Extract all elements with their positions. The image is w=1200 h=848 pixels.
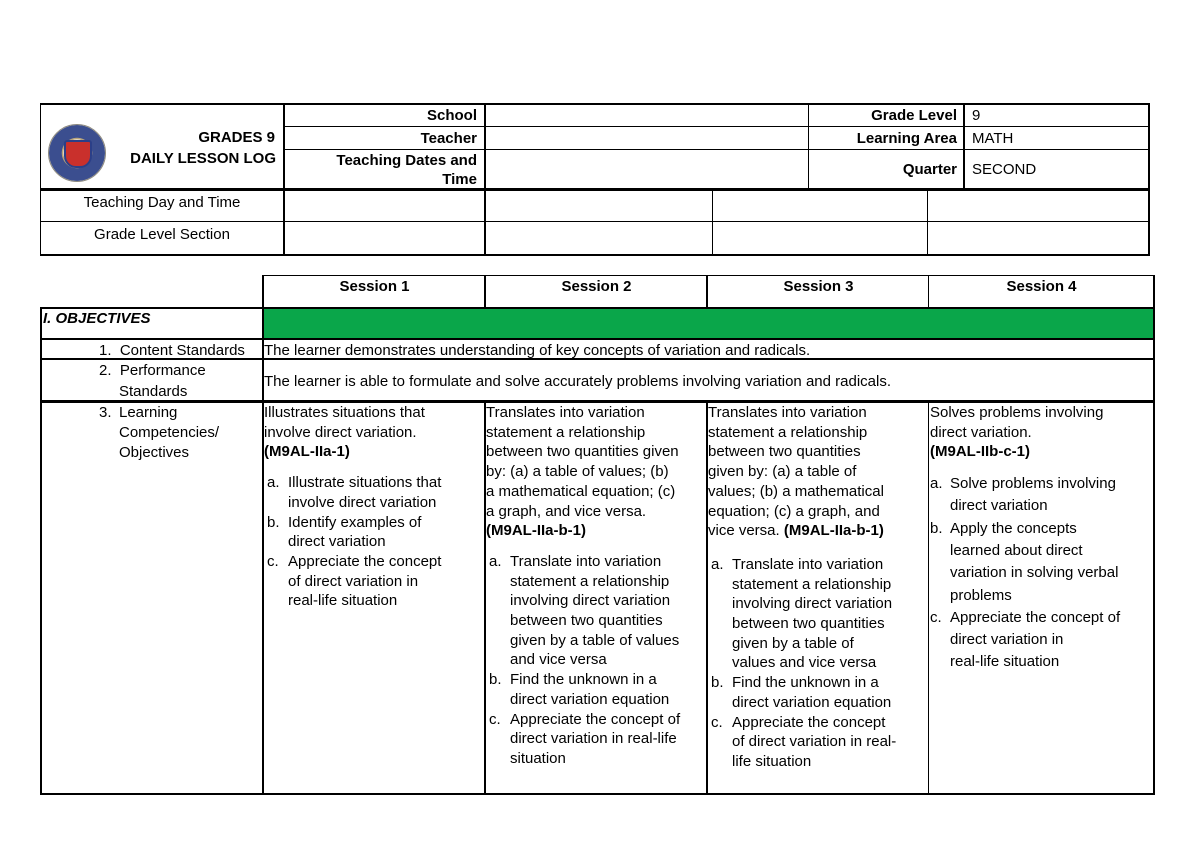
list-item-line: Illustrate situations that <box>288 474 442 492</box>
competency-session-2 <box>486 403 680 769</box>
list-item-line: Appreciate the concept of <box>950 608 1121 626</box>
performance-standards-text: The learner is able to formulate and solve accurately problems involving variation and radicals. <box>264 373 891 390</box>
teacher-label: Teacher <box>420 130 477 147</box>
competency-code: (M9AL-IIb-c-1) <box>930 443 1030 461</box>
list-item-line: Find the unknown in a <box>732 674 879 692</box>
learning-area-label: Learning Area <box>856 130 957 147</box>
list-item-line: involve direct variation <box>288 493 437 511</box>
list-marker: a. <box>930 475 943 493</box>
list-item <box>264 513 441 552</box>
list-item-line: between two quantities <box>510 612 663 630</box>
session-3-header: Session 3 <box>783 278 854 295</box>
list-item-line: Find the unknown in a <box>510 671 657 689</box>
list-item-line: variation in solving verbal <box>950 564 1119 582</box>
competency-label-1: Learning <box>119 404 178 421</box>
list-item-line: and vice versa <box>510 651 607 669</box>
list-marker: b. <box>489 671 502 689</box>
list-item-line: Solve problems involving <box>950 475 1116 493</box>
competency-session-1 <box>264 403 441 611</box>
list-item-line: real-life situation <box>288 592 398 610</box>
list-item <box>486 552 680 670</box>
performance-standards-label-2: Standards <box>119 383 188 400</box>
competency-intro-last: vice versa. <box>708 522 780 540</box>
grades-label: GRADES 9 <box>198 129 275 146</box>
competency-session-3 <box>708 403 896 772</box>
teaching-day-time-label: Teaching Day and Time <box>83 194 241 211</box>
list-item-line: statement a relationship <box>510 572 670 590</box>
list-item-line: given by a table of values <box>510 631 680 649</box>
list-item-line: Translate into variation <box>510 552 662 570</box>
list-marker: a. <box>267 474 280 492</box>
competency-intro-line: a graph, and vice versa. <box>486 502 647 520</box>
teaching-dates-label-2: Time <box>442 171 477 188</box>
list-marker: a. <box>711 555 724 573</box>
school-label: School <box>426 107 477 124</box>
competency-intro-line: statement a relationship <box>486 423 646 441</box>
competency-code: (M9AL-IIa-b-1) <box>783 522 884 540</box>
list-item-line: real-life situation <box>950 653 1060 671</box>
list-item <box>930 518 1120 607</box>
competency-session-4 <box>930 403 1120 674</box>
competency-intro-line: Illustrates situations that <box>264 404 425 421</box>
performance-standards-label-1: 2. Performance <box>99 362 206 379</box>
list-item-line: statement a relationship <box>732 575 892 593</box>
competency-intro-line: by: (a) a table of values; (b) <box>486 463 669 481</box>
log-title: DAILY LESSON LOG <box>130 150 276 167</box>
list-item-line: Appreciate the concept <box>732 713 886 731</box>
quarter-label: Quarter <box>902 161 957 178</box>
grade-level-value: 9 <box>972 107 981 124</box>
list-item-line: values and vice versa <box>732 654 877 672</box>
competency-intro-line: equation; (c) a graph, and <box>708 502 880 520</box>
list-marker: c. <box>267 552 279 570</box>
list-item-line: life situation <box>732 752 812 770</box>
content-standards-label: 1. Content Standards <box>99 342 245 359</box>
session-4-header: Session 4 <box>1006 278 1077 295</box>
list-marker: c. <box>489 710 501 728</box>
list-item-line: involving direct variation <box>510 592 671 610</box>
competency-intro-line <box>708 521 896 541</box>
list-marker: b. <box>930 519 943 537</box>
list-item-line: Appreciate the concept of <box>510 710 681 728</box>
seal-shield-icon <box>64 140 92 168</box>
list-item <box>708 713 896 772</box>
competency-intro-line: involve direct variation. <box>264 423 417 441</box>
list-item-line: Identify examples of <box>288 513 422 531</box>
session-2-header: Session 2 <box>561 278 632 295</box>
list-item-line: problems <box>950 586 1012 604</box>
list-item-line: Translate into variation <box>732 555 884 573</box>
list-marker: b. <box>267 513 280 531</box>
list-item-line: direct variation equation <box>510 690 670 708</box>
list-item-line: learned about direct <box>950 542 1083 559</box>
list-item-line: Apply the concepts <box>950 519 1077 537</box>
competency-intro-line: values; (b) a mathematical <box>708 482 884 500</box>
list-item <box>708 673 896 712</box>
list-item-line: direct variation in real-life <box>510 730 677 748</box>
content-standards-text: The learner demonstrates understanding of key concepts of variation and radicals. <box>264 342 811 359</box>
list-item-line: of direct variation in real- <box>732 733 897 751</box>
session-1-header: Session 1 <box>339 278 410 295</box>
grade-level-section-label: Grade Level Section <box>94 226 230 243</box>
objectives-heading: I. OBJECTIVES <box>43 310 151 327</box>
learning-area-value: MATH <box>972 130 1014 147</box>
list-item <box>486 670 680 709</box>
list-marker: c. <box>930 608 942 626</box>
teaching-dates-label-1: Teaching Dates and <box>336 152 477 169</box>
competency-intro-line: statement a relationship <box>708 423 868 441</box>
competency-code: (M9AL-IIa-b-1) <box>486 522 586 540</box>
list-item-line: involving direct variation <box>732 595 893 613</box>
competency-intro-line: direct variation. <box>930 423 1032 441</box>
competency-intro-line: between two quantities given <box>486 443 679 461</box>
list-item <box>930 607 1120 674</box>
list-marker: a. <box>489 552 502 570</box>
competency-intro-line: Translates into variation <box>708 404 867 421</box>
list-item-line: given by a table of <box>732 634 854 652</box>
list-marker: c. <box>711 713 723 731</box>
competency-intro-line: a mathematical equation; (c) <box>486 482 676 500</box>
grade-level-label: Grade Level <box>871 107 957 124</box>
competency-intro-line: Translates into variation <box>486 404 645 421</box>
list-item-line: direct variation equation <box>732 693 892 711</box>
competency-number: 3. <box>99 404 112 421</box>
list-item-line: direct variation in <box>950 631 1064 649</box>
list-item-line: direct variation <box>950 497 1048 515</box>
list-marker: b. <box>711 674 724 692</box>
list-item <box>264 552 441 611</box>
list-item-line: situation <box>510 749 566 767</box>
list-item-line: Appreciate the concept <box>288 552 442 570</box>
list-item-line: of direct variation in <box>288 572 419 590</box>
list-item <box>486 710 680 769</box>
list-item-line: between two quantities <box>732 615 885 633</box>
list-item <box>708 555 896 673</box>
competency-intro-line: Solves problems involving <box>930 404 1104 421</box>
objectives-banner <box>263 308 1154 339</box>
competency-intro-line: given by: (a) a table of <box>708 463 857 481</box>
competency-intro-line: between two quantities <box>708 443 861 461</box>
list-item <box>264 473 441 512</box>
list-item-line: direct variation <box>288 533 386 551</box>
competency-label-2: Competencies/ <box>119 424 220 441</box>
list-item <box>930 473 1120 518</box>
quarter-value: SECOND <box>972 161 1037 178</box>
competency-code: (M9AL-IIa-1) <box>264 443 350 461</box>
competency-label-3: Objectives <box>119 444 190 461</box>
